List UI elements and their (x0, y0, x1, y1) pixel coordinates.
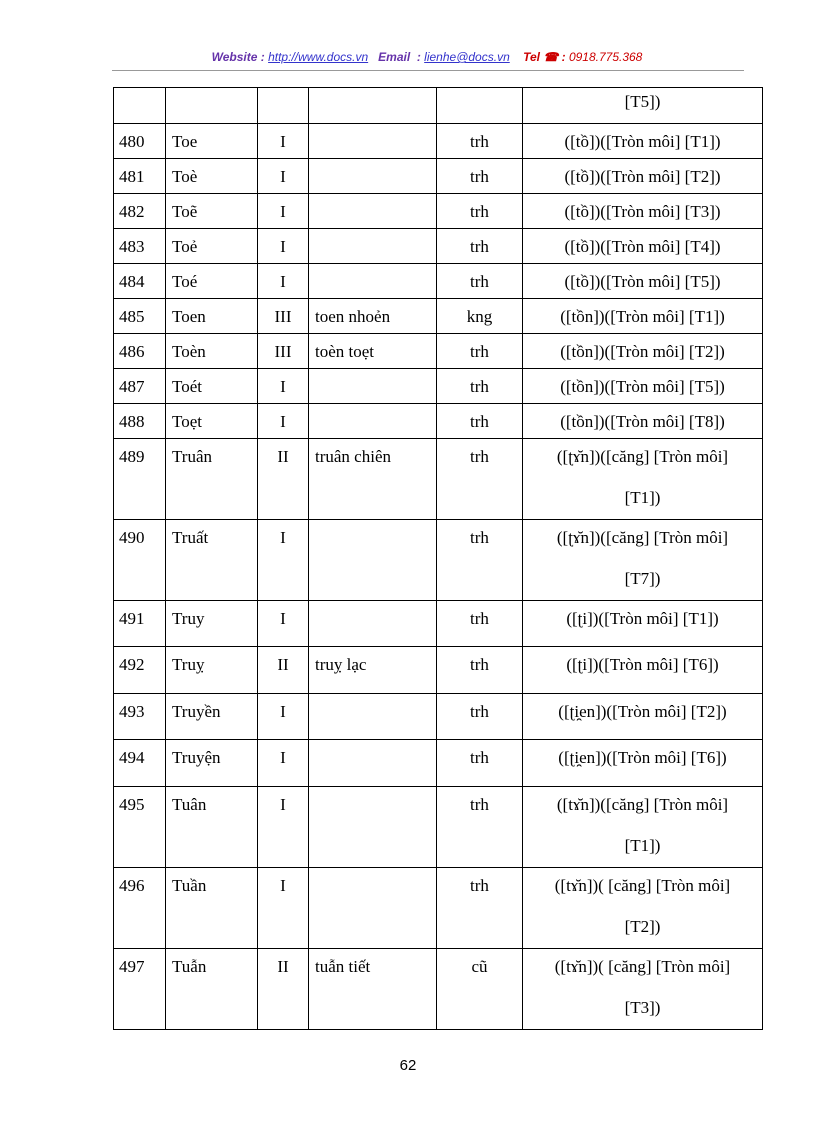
entry-example-text (315, 740, 436, 748)
entry-type-text: trh (470, 876, 489, 895)
entry-word-text: Toét (172, 377, 202, 396)
entry-number-text: 489 (119, 447, 145, 466)
phonetic-line-1: ([tồ])([Tròn môi] [T5]) (564, 272, 721, 291)
entry-number-text: 497 (119, 957, 145, 976)
table-row (114, 299, 763, 334)
entry-class-text: III (274, 307, 292, 326)
entry-class-text: I (280, 876, 286, 895)
entry-phonetic (523, 868, 763, 949)
table-row (114, 868, 763, 949)
entry-word (166, 694, 258, 740)
entry-class-text: I (280, 609, 286, 628)
entry-class (258, 439, 309, 520)
entry-phonetic (523, 404, 763, 439)
entry-type (437, 159, 523, 194)
entry-phonetic (523, 694, 763, 740)
entry-class (258, 601, 309, 647)
entry-number (114, 601, 166, 647)
entry-class-text: I (280, 795, 286, 814)
entry-type-text: trh (470, 528, 489, 547)
entry-word (166, 299, 258, 334)
entry-word-text: Toe (172, 132, 198, 151)
table-row (114, 159, 763, 194)
entry-phonetic (523, 439, 763, 520)
entry-phonetic (523, 124, 763, 159)
entry-word (166, 88, 258, 124)
entry-number (114, 439, 166, 520)
entry-word (166, 740, 258, 787)
entry-number (114, 334, 166, 369)
entry-word-text: Truỵ (172, 655, 205, 674)
entry-type (437, 404, 523, 439)
entry-class-text (258, 88, 308, 96)
table-row (114, 439, 763, 520)
entry-type-text: trh (470, 342, 489, 361)
entry-type-text: trh (470, 609, 489, 628)
entry-word (166, 124, 258, 159)
entry-type (437, 299, 523, 334)
entry-class-text: III (274, 342, 292, 361)
entry-class-text: I (280, 748, 286, 767)
entry-number (114, 949, 166, 1030)
entry-class (258, 404, 309, 439)
entry-number (114, 787, 166, 868)
entry-word-text: Toẻ (172, 237, 198, 256)
entry-word-text: Truân (172, 447, 212, 466)
entry-number (114, 88, 166, 124)
entry-type (437, 369, 523, 404)
entry-number-text: 487 (119, 377, 145, 396)
entry-class-text: I (280, 377, 286, 396)
entry-word (166, 868, 258, 949)
table-row (114, 949, 763, 1030)
phonetic-line-1: ([tɤ̆n])( [căng] [Tròn môi] (554, 876, 731, 895)
entry-example-text (315, 520, 436, 528)
entry-type (437, 601, 523, 647)
entry-class (258, 264, 309, 299)
entry-number-text: 482 (119, 202, 145, 221)
entry-example (309, 299, 437, 334)
entry-word (166, 194, 258, 229)
entry-example-text (315, 159, 436, 167)
phonetic-line-1: ([tồ])([Tròn môi] [T4]) (564, 237, 721, 256)
phonetic-line-1: ([ʈi̯en])([Tròn môi] [T2]) (558, 702, 727, 721)
entry-number-text: 495 (119, 795, 145, 814)
website-link[interactable]: http://www.docs.vn (268, 50, 369, 64)
entry-class-text: I (280, 412, 286, 431)
phonetic-line-2: [T5]) (624, 92, 661, 111)
phonetic-line-2: [T7]) (624, 569, 661, 588)
entry-number-text: 483 (119, 237, 145, 256)
entry-word-text: Truyền (172, 702, 221, 721)
entry-word-text: Toẹt (172, 412, 202, 431)
entry-example (309, 949, 437, 1030)
entry-class-text: I (280, 202, 286, 221)
entry-number-text: 481 (119, 167, 145, 186)
entry-class (258, 159, 309, 194)
entry-phonetic (523, 647, 763, 694)
entry-word-text: Toè (172, 167, 198, 186)
entry-phonetic (523, 601, 763, 647)
entry-class (258, 949, 309, 1030)
entry-example-text (315, 124, 436, 132)
entry-example (309, 229, 437, 264)
entry-type (437, 194, 523, 229)
entry-class (258, 334, 309, 369)
table-row (114, 787, 763, 868)
entry-type (437, 124, 523, 159)
entry-word-text: Truất (172, 528, 209, 547)
entry-example-text (315, 787, 436, 795)
phonetic-line-1: ([tồn])([Tròn môi] [T2]) (560, 342, 725, 361)
entry-class-text: II (277, 447, 289, 466)
entry-number-text: 485 (119, 307, 145, 326)
entry-type (437, 88, 523, 124)
entry-class (258, 520, 309, 601)
entry-class (258, 369, 309, 404)
entry-phonetic (523, 520, 763, 601)
phonetic-line-2: [T3]) (624, 998, 661, 1017)
entry-number (114, 404, 166, 439)
table-row (114, 647, 763, 694)
entry-word (166, 520, 258, 601)
entry-example-text (315, 88, 436, 96)
phonetic-line-1: ([ʈɤ̆n])([căng] [Tròn môi] (556, 447, 729, 466)
entry-type-text: trh (470, 748, 489, 767)
entry-example (309, 334, 437, 369)
entry-number (114, 520, 166, 601)
entry-word-text: Toen (172, 307, 206, 326)
phonetic-line-1: ([tồn])([Tròn môi] [T8]) (560, 412, 725, 431)
entry-class (258, 194, 309, 229)
entry-phonetic (523, 159, 763, 194)
entry-example-text: toèn toẹt (315, 342, 375, 361)
entry-word-text: Toé (172, 272, 198, 291)
entry-class-text: II (277, 957, 289, 976)
entry-phonetic (523, 264, 763, 299)
entry-type (437, 229, 523, 264)
word-table (113, 87, 763, 1030)
phonetic-line-1: ([ʈi])([Tròn môi] [T1]) (566, 609, 719, 628)
table-row (114, 88, 763, 124)
phonetic-line-1: ([tồ])([Tròn môi] [T3]) (564, 202, 721, 221)
entry-example-text (315, 264, 436, 272)
table-row (114, 520, 763, 601)
entry-type (437, 264, 523, 299)
table-row (114, 264, 763, 299)
entry-phonetic (523, 334, 763, 369)
entry-type-text: trh (470, 272, 489, 291)
entry-example (309, 647, 437, 694)
entry-example-text: tuẫn tiết (315, 957, 371, 976)
entry-type (437, 740, 523, 787)
entry-class-text: I (280, 272, 286, 291)
entry-number-text: 496 (119, 876, 145, 895)
entry-class-text: I (280, 528, 286, 547)
entry-example (309, 740, 437, 787)
table-row (114, 369, 763, 404)
website-label: Website (211, 50, 258, 64)
entry-class (258, 787, 309, 868)
entry-word (166, 404, 258, 439)
entry-type (437, 868, 523, 949)
entry-example-text (315, 694, 436, 702)
entry-class (258, 299, 309, 334)
entry-type-text: trh (470, 202, 489, 221)
entry-type-text: trh (470, 447, 489, 466)
entry-phonetic (523, 949, 763, 1030)
entry-type-text: trh (470, 132, 489, 151)
entry-type-text: kng (466, 307, 493, 326)
entry-word-text: Toèn (172, 342, 206, 361)
phonetic-line-1: ([tồn])([Tròn môi] [T5]) (560, 377, 725, 396)
table-row (114, 740, 763, 787)
entry-number-text: 491 (119, 609, 145, 628)
entry-class (258, 229, 309, 264)
entry-class (258, 647, 309, 694)
phonetic-line-1: ([tồ])([Tròn môi] [T1]) (564, 132, 721, 151)
entry-word-text: Tuần (172, 876, 207, 895)
entry-type-text: trh (470, 412, 489, 431)
entry-example-text (315, 868, 436, 876)
entry-example (309, 787, 437, 868)
table-row (114, 694, 763, 740)
entry-number-text: 493 (119, 702, 145, 721)
entry-number (114, 694, 166, 740)
entry-word (166, 949, 258, 1030)
entry-phonetic (523, 369, 763, 404)
entry-type (437, 520, 523, 601)
phonetic-line-2: [T1]) (624, 836, 661, 855)
entry-number-text: 492 (119, 655, 145, 674)
entry-example (309, 404, 437, 439)
entry-example (309, 520, 437, 601)
phonetic-line-1: ([ʈi])([Tròn môi] [T6]) (566, 655, 719, 674)
entry-type-text: trh (470, 655, 489, 674)
table-row (114, 194, 763, 229)
entry-word (166, 229, 258, 264)
entry-class-text: I (280, 167, 286, 186)
entry-example-text (315, 404, 436, 412)
entry-example-text (315, 194, 436, 202)
entry-example (309, 264, 437, 299)
entry-phonetic (523, 787, 763, 868)
entry-example (309, 601, 437, 647)
entry-example (309, 868, 437, 949)
entry-type-text: trh (470, 702, 489, 721)
table-row (114, 334, 763, 369)
entry-word-text: Truy (172, 609, 205, 628)
entry-example (309, 159, 437, 194)
entry-number (114, 159, 166, 194)
phonetic-line-1: ([tɤ̆n])( [căng] [Tròn môi] (554, 957, 731, 976)
entry-number (114, 868, 166, 949)
entry-class-text: II (277, 655, 289, 674)
entry-word (166, 159, 258, 194)
table-row (114, 124, 763, 159)
entry-class-text: I (280, 702, 286, 721)
entry-number-text: 488 (119, 412, 145, 431)
phonetic-line-1: ([tồn])([Tròn môi] [T1]) (560, 307, 725, 326)
entry-type (437, 694, 523, 740)
entry-type-text: trh (470, 237, 489, 256)
entry-number-text: 494 (119, 748, 145, 767)
entry-type (437, 949, 523, 1030)
phonetic-line-1: ([ʈɤ̆n])([căng] [Tròn môi] (556, 528, 729, 547)
entry-number (114, 229, 166, 264)
phonetic-line-2: [T2]) (624, 917, 661, 936)
entry-word (166, 264, 258, 299)
header-divider (112, 70, 744, 71)
entry-example-text (315, 369, 436, 377)
entry-example-text: truỵ lạc (315, 655, 367, 674)
entry-phonetic (523, 88, 763, 124)
entry-example-text: truân chiên (315, 447, 391, 466)
entry-word (166, 601, 258, 647)
page-number: 62 (399, 1057, 417, 1074)
entry-type-text: cũ (471, 957, 488, 976)
entry-number (114, 264, 166, 299)
entry-type (437, 334, 523, 369)
entry-type-text: trh (470, 377, 489, 396)
phonetic-line-1: ([ʈi̯en])([Tròn môi] [T6]) (558, 748, 727, 767)
entry-number-text: 490 (119, 528, 145, 547)
table-row (114, 601, 763, 647)
entry-number (114, 124, 166, 159)
phonetic-line-2: [T1]) (624, 488, 661, 507)
entry-example-text (315, 601, 436, 609)
entry-number (114, 647, 166, 694)
entry-word-text (172, 88, 257, 96)
entry-class (258, 740, 309, 787)
entry-number-text (119, 88, 165, 96)
entry-type (437, 787, 523, 868)
entry-example-text: toen nhoẻn (315, 307, 391, 326)
entry-phonetic (523, 299, 763, 334)
tel-number: 0918.775.368 (568, 50, 643, 64)
entry-number (114, 299, 166, 334)
table-row (114, 404, 763, 439)
entry-word (166, 787, 258, 868)
entry-class (258, 124, 309, 159)
entry-word (166, 647, 258, 694)
entry-number-text: 484 (119, 272, 145, 291)
entry-class (258, 868, 309, 949)
entry-example-text (315, 229, 436, 237)
entry-number-text: 480 (119, 132, 145, 151)
entry-phonetic (523, 194, 763, 229)
entry-example (309, 369, 437, 404)
entry-word-text: Tuân (172, 795, 207, 814)
entry-number-text: 486 (119, 342, 145, 361)
entry-number (114, 369, 166, 404)
entry-example (309, 124, 437, 159)
entry-word-text: Truyện (172, 748, 221, 767)
entry-example (309, 88, 437, 124)
entry-class-text: I (280, 132, 286, 151)
entry-example (309, 694, 437, 740)
email-link[interactable]: lienhe@docs.vn (424, 50, 510, 64)
phonetic-line-1: ([tồ])([Tròn môi] [T2]) (564, 167, 721, 186)
entry-type (437, 647, 523, 694)
table-row (114, 229, 763, 264)
entry-word (166, 334, 258, 369)
tel-label: Tel ☎ (523, 50, 559, 64)
entry-example (309, 439, 437, 520)
entry-word (166, 439, 258, 520)
entry-type (437, 439, 523, 520)
entry-type-text: trh (470, 167, 489, 186)
entry-class (258, 694, 309, 740)
entry-type-text: trh (470, 795, 489, 814)
entry-type-text (437, 88, 522, 96)
entry-class-text: I (280, 237, 286, 256)
entry-word-text: Tuẫn (172, 957, 207, 976)
page-header: Website : http://www.docs.vn Email : lienhe@docs.vn Tel ☎ : 0918.775.368 (211, 50, 643, 64)
entry-number (114, 740, 166, 787)
entry-phonetic (523, 740, 763, 787)
entry-word-text: Toẽ (172, 202, 198, 221)
entry-example (309, 194, 437, 229)
entry-word (166, 369, 258, 404)
entry-class (258, 88, 309, 124)
phonetic-line-1: ([tɤ̆n])([căng] [Tròn môi] (556, 795, 729, 814)
entry-phonetic (523, 229, 763, 264)
email-label: Email (378, 50, 411, 64)
entry-number (114, 194, 166, 229)
